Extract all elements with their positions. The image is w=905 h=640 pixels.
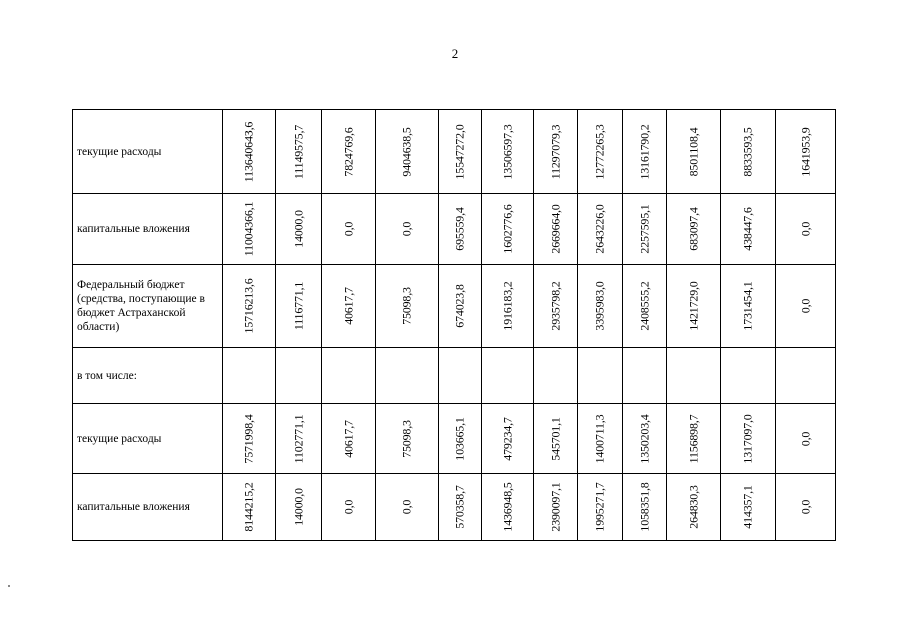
table-cell <box>667 404 721 474</box>
table-cell <box>223 348 276 404</box>
table-cell <box>721 110 776 194</box>
cell-value: 15716213,6 <box>241 278 256 334</box>
table-cell <box>276 404 322 474</box>
table-cell <box>623 194 667 265</box>
cell-value: 1731454,1 <box>740 281 755 331</box>
cell-value: 2390097,1 <box>548 482 562 532</box>
table-cell <box>534 404 578 474</box>
table-cell <box>776 194 836 265</box>
cell-value: 1916183,2 <box>500 281 514 331</box>
cell-value: 1995271,7 <box>592 482 607 532</box>
table-cell <box>623 110 667 194</box>
row-label: капитальные вложения <box>73 194 223 265</box>
table-cell <box>721 265 776 348</box>
table-cell <box>776 404 836 474</box>
cell-value: 1156898,7 <box>686 414 700 463</box>
table-cell <box>578 404 623 474</box>
table-cell <box>721 474 776 541</box>
table-cell <box>534 194 578 265</box>
row-label: капитальные вложения <box>73 474 223 541</box>
table-cell <box>482 110 534 194</box>
table-row <box>73 404 836 474</box>
table-cell <box>534 265 578 348</box>
cell-value: 11149575,7 <box>291 124 305 179</box>
table-cell <box>276 348 322 404</box>
table-cell <box>578 474 623 541</box>
table-cell <box>667 194 721 265</box>
cell-value: 695559,4 <box>452 207 467 251</box>
cell-value: 545701,1 <box>548 416 562 461</box>
cell-value: 75098,3 <box>399 419 414 458</box>
cell-value: 1421729,0 <box>686 281 700 331</box>
cell-value: 0,0 <box>399 221 414 237</box>
row-label: в том числе: <box>73 348 223 404</box>
cell-value: 1350203,4 <box>637 413 651 464</box>
cell-value: 2257595,1 <box>637 204 651 254</box>
table-cell <box>223 474 276 541</box>
cell-value: 13506597,3 <box>500 123 514 180</box>
cell-value: 103665,1 <box>452 416 467 461</box>
cell-value: 40617,7 <box>341 419 355 458</box>
cell-value: 12772265,3 <box>592 123 607 180</box>
page-number: 2 <box>451 46 459 61</box>
cell-value: 14000,0 <box>291 210 305 248</box>
table-cell <box>623 404 667 474</box>
cell-value: 13161790,2 <box>637 123 651 180</box>
table-cell <box>578 110 623 194</box>
table-cell <box>623 265 667 348</box>
table-cell <box>667 348 721 404</box>
cell-value: 11004366,1 <box>241 201 256 257</box>
table-cell <box>376 265 439 348</box>
table-cell <box>223 265 276 348</box>
table-row <box>73 110 836 194</box>
cell-value: 3395983,0 <box>592 281 607 331</box>
table-cell <box>623 474 667 541</box>
table-cell <box>776 474 836 541</box>
table-cell <box>276 474 322 541</box>
cell-value: 1317097,0 <box>740 413 755 464</box>
table-cell <box>534 110 578 194</box>
table-cell <box>439 194 482 265</box>
cell-value: 1058351,8 <box>637 482 651 532</box>
table-cell <box>276 194 322 265</box>
table-cell <box>721 348 776 404</box>
cell-value: 1400711,3 <box>592 414 607 463</box>
cell-value: 0,0 <box>798 499 812 515</box>
cell-value: 15547272,0 <box>452 123 467 180</box>
cell-value: 2408555,2 <box>637 281 651 331</box>
cell-value: 8501108,4 <box>686 127 700 176</box>
cell-value: 570358,7 <box>452 485 467 529</box>
cell-value: 7824769,6 <box>341 126 355 177</box>
table-cell <box>276 265 322 348</box>
table-cell <box>439 474 482 541</box>
cell-value: 438447,6 <box>740 207 755 251</box>
row-label: текущие расходы <box>73 404 223 474</box>
table-cell <box>439 404 482 474</box>
cell-value: 75098,3 <box>399 287 414 325</box>
table-cell <box>482 265 534 348</box>
table-cell <box>223 110 276 194</box>
cell-value: 9404638,5 <box>399 126 414 177</box>
table-cell <box>223 194 276 265</box>
cell-value: 1436948,5 <box>500 482 514 532</box>
table-cell <box>776 348 836 404</box>
cell-value: 683097,4 <box>686 207 700 251</box>
table-cell <box>667 110 721 194</box>
table-cell <box>482 194 534 265</box>
cell-value: 1641953,9 <box>798 126 812 177</box>
table-cell <box>482 348 534 404</box>
cell-value: 11364064З,6 <box>241 121 256 182</box>
table-cell <box>376 404 439 474</box>
cell-value: 8833593,5 <box>740 126 755 177</box>
cell-value: 40617,7 <box>341 287 355 325</box>
table-cell <box>534 348 578 404</box>
table-cell <box>376 194 439 265</box>
cell-value: 264830,3 <box>686 485 700 529</box>
cell-value: 1102771,1 <box>291 414 305 463</box>
cell-value: 1116771,1 <box>291 281 305 331</box>
cell-value: 674023,8 <box>452 284 467 328</box>
table-cell <box>439 110 482 194</box>
table-cell <box>482 404 534 474</box>
table-row <box>73 194 836 265</box>
table-cell <box>623 348 667 404</box>
cell-value: 2643226,0 <box>592 204 607 254</box>
row-label: текущие расходы <box>73 110 223 194</box>
cell-value: 2935798,2 <box>548 281 562 331</box>
scan-speck <box>8 585 10 587</box>
table-cell <box>776 265 836 348</box>
table-cell <box>578 348 623 404</box>
table-cell <box>534 474 578 541</box>
cell-value: 0,0 <box>798 431 812 446</box>
cell-value: 0,0 <box>341 221 355 237</box>
table-cell <box>776 110 836 194</box>
table-cell <box>376 348 439 404</box>
table-cell <box>322 404 376 474</box>
table-cell <box>667 474 721 541</box>
cell-value: 0,0 <box>399 499 414 515</box>
table-cell <box>376 110 439 194</box>
table-cell <box>322 348 376 404</box>
row-label: Федеральный бюджет (средства, поступающие в бюджет Астраханской области) <box>73 265 223 348</box>
cell-value: 11297079,3 <box>548 124 562 179</box>
table-cell <box>322 194 376 265</box>
table-cell <box>223 404 276 474</box>
cell-value: 7571998,4 <box>241 413 256 464</box>
table-cell <box>322 474 376 541</box>
table-row <box>73 348 836 404</box>
table-cell <box>482 474 534 541</box>
cell-value: 8144215,2 <box>241 482 256 532</box>
table-cell <box>322 265 376 348</box>
table-row <box>73 265 836 348</box>
cell-value: 414357,1 <box>740 485 755 529</box>
cell-value: 0,0 <box>798 298 812 314</box>
table-cell <box>578 265 623 348</box>
cell-value: 479234,7 <box>500 416 514 461</box>
table-cell <box>721 194 776 265</box>
table-cell <box>721 404 776 474</box>
budget-table <box>72 109 836 541</box>
cell-value: 14000,0 <box>291 488 305 526</box>
table-cell <box>439 348 482 404</box>
table-cell <box>322 110 376 194</box>
table-cell <box>376 474 439 541</box>
cell-value: 0,0 <box>341 499 355 515</box>
table-row <box>73 474 836 541</box>
table-cell <box>667 265 721 348</box>
cell-value: 2669664,0 <box>548 204 562 254</box>
table-cell <box>578 194 623 265</box>
table-cell <box>439 265 482 348</box>
cell-value: 1602776,6 <box>500 204 514 254</box>
cell-value: 0,0 <box>798 221 812 237</box>
table-cell <box>276 110 322 194</box>
